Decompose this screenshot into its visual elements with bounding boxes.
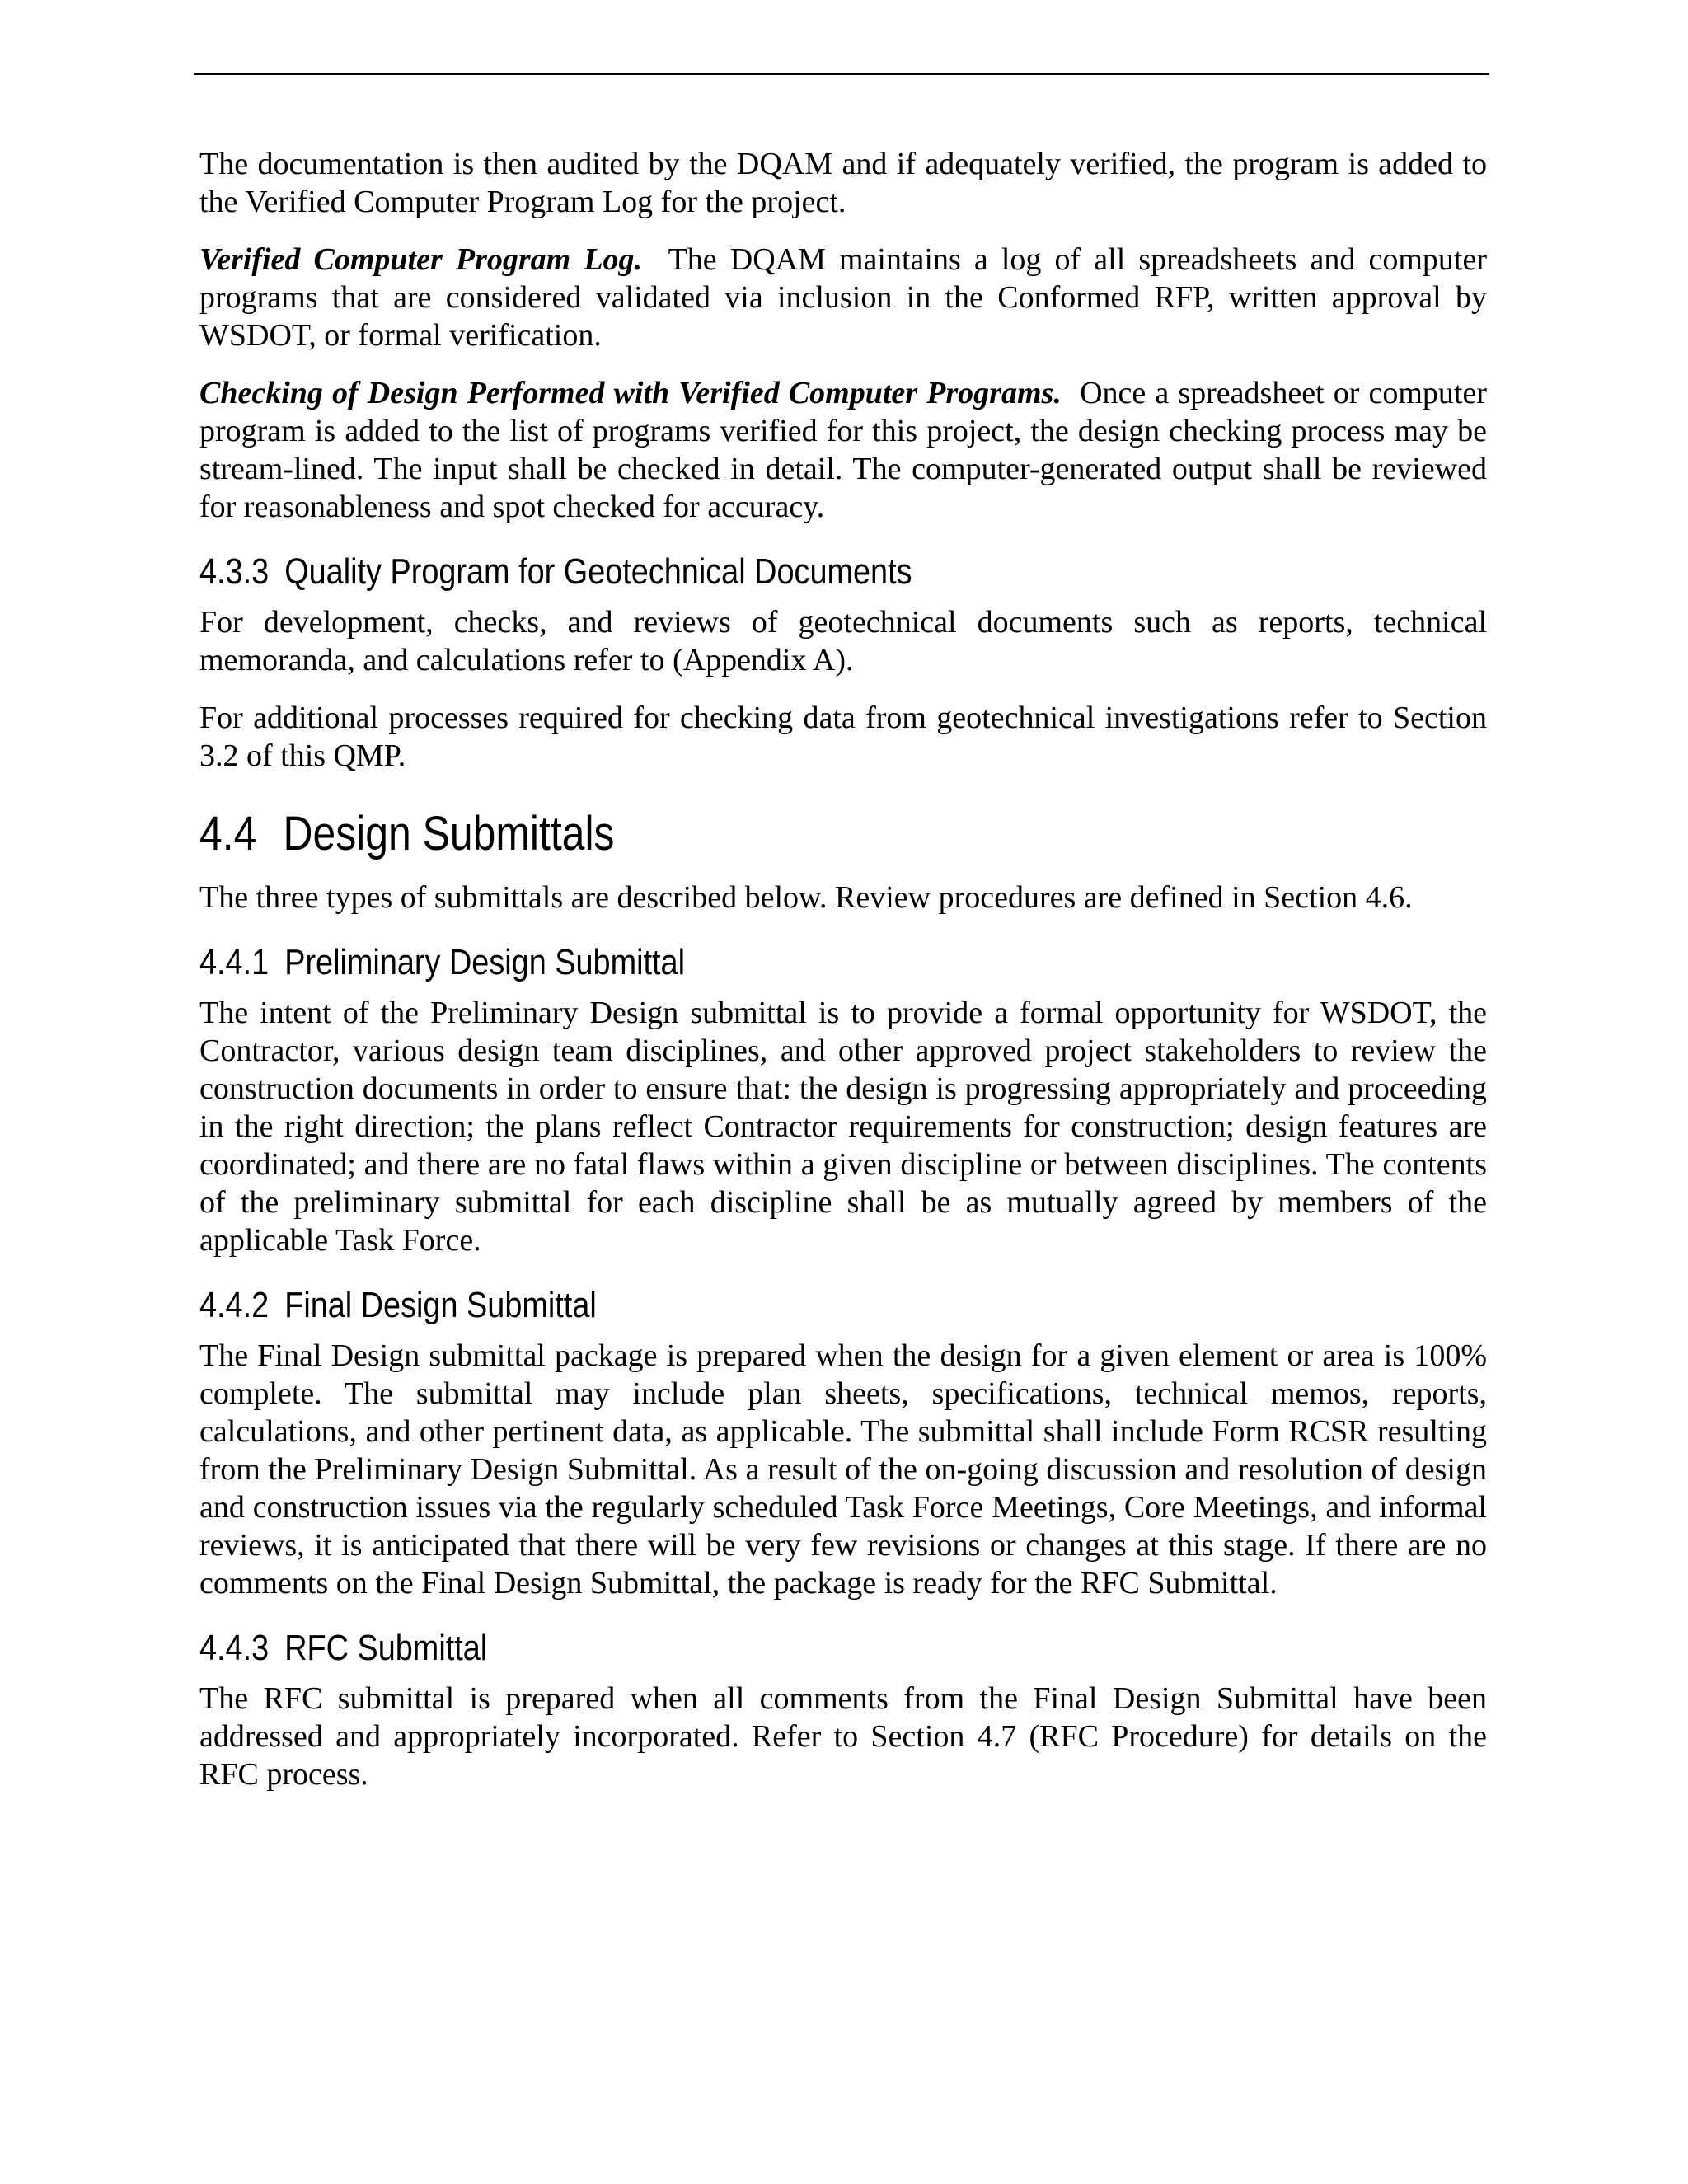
paragraph-verified-log-text: The DQAM maintains a log of all spreadsheets and computer programs that are considered validated via inclusion in the Conformed RFP, written approval by WSDOT, or formal verification. [199, 242, 1487, 353]
heading-4-3-3 [199, 549, 1306, 595]
heading-4-4-3 [199, 1625, 1306, 1671]
heading-number: 4.3.3 [199, 551, 270, 592]
heading-number: 4.4.2 [199, 1285, 270, 1325]
heading-4-4-2 [199, 1282, 1306, 1329]
heading-title: RFC Submittal [284, 1628, 488, 1668]
heading-4-4-1 [199, 940, 1306, 986]
heading-number: 4.4 [199, 807, 257, 860]
paragraph-rfc-submittal: The RFC submittal is prepared when all comments from the Final Design Submittal have been addressed and appropriately incorporated. Refer to Section 4.7 (RFC Procedure) for details on the RFC process. [199, 1681, 1487, 1792]
heading-4-4 [199, 804, 1306, 864]
document-body [199, 145, 1487, 1813]
heading-title: Design Submittals [283, 807, 615, 860]
paragraph-audit: The documentation is then audited by the DQAM and if adequately verified, the program is added to the Verified Computer Program Log for the project. [199, 147, 1487, 219]
paragraph-checking-design [199, 374, 1487, 526]
paragraph-verified-log [199, 241, 1487, 354]
paragraph-final-design: The Final Design submittal package is prepared when the design for a given element or area is 100% complete. The submittal may include plan sheets, specifications, technical memos, reports, calculations, and other pertinent data, as applicable. The submittal shall include Form RCSR resulting from the Preliminary Design Submittal. As a result of the on-going discussion and resolution of design and construction issues via the regularly scheduled Task Force Meetings, Core Meetings, and informal reviews, it is anticipated that there will be very few revisions or changes at this stage. If there are no comments on the Final Design Submittal, the package is ready for the RFC Submittal. [199, 1338, 1487, 1601]
heading-number: 4.4.1 [199, 942, 270, 982]
paragraph-checking-design-text: Once a spreadsheet or computer program is added to the list of programs verified for this project, the design checking process may be stream-lined. The input shall be checked in detail. The computer-generated output shall be reviewed for reasonableness and spot checked for accuracy. [199, 376, 1488, 524]
paragraph-geotech-data: For additional processes required for checking data from geotechnical investigations refer to Section 3.2 of this QMP. [199, 701, 1487, 773]
paragraph-preliminary-design: The intent of the Preliminary Design submittal is to provide a formal opportunity for WSDOT, the Contractor, various design team disciplines, and other approved project stakeholders to review the construction documents in order to ensure that: the design is progressing appropriately and proceeding in the right direction; the plans reflect Contractor requirements for construction; design features are coordinated; and there are no fatal flaws within a given discipline or between disciplines. The contents of the preliminary submittal for each discipline shall be as mutually agreed by members of the applicable Task Force. [199, 996, 1487, 1258]
paragraph-submittal-types: The three types of submittals are described below. Review procedures are defined in Section 4.6. [199, 880, 1413, 915]
run-in-heading-verified-log: Verified Computer Program Log. [199, 242, 643, 277]
heading-title: Quality Program for Geotechnical Documents [284, 551, 912, 592]
heading-title: Final Design Submittal [284, 1285, 597, 1325]
paragraph-geotech-docs: For development, checks, and reviews of geotechnical documents such as reports, technical memoranda, and calculations refer to (Appendix A). [199, 605, 1487, 677]
run-in-heading-checking-design: Checking of Design Performed with Verified Computer Programs. [199, 376, 1062, 410]
heading-number: 4.4.3 [199, 1628, 270, 1668]
heading-title: Preliminary Design Submittal [284, 942, 685, 982]
header-rule [194, 73, 1489, 75]
